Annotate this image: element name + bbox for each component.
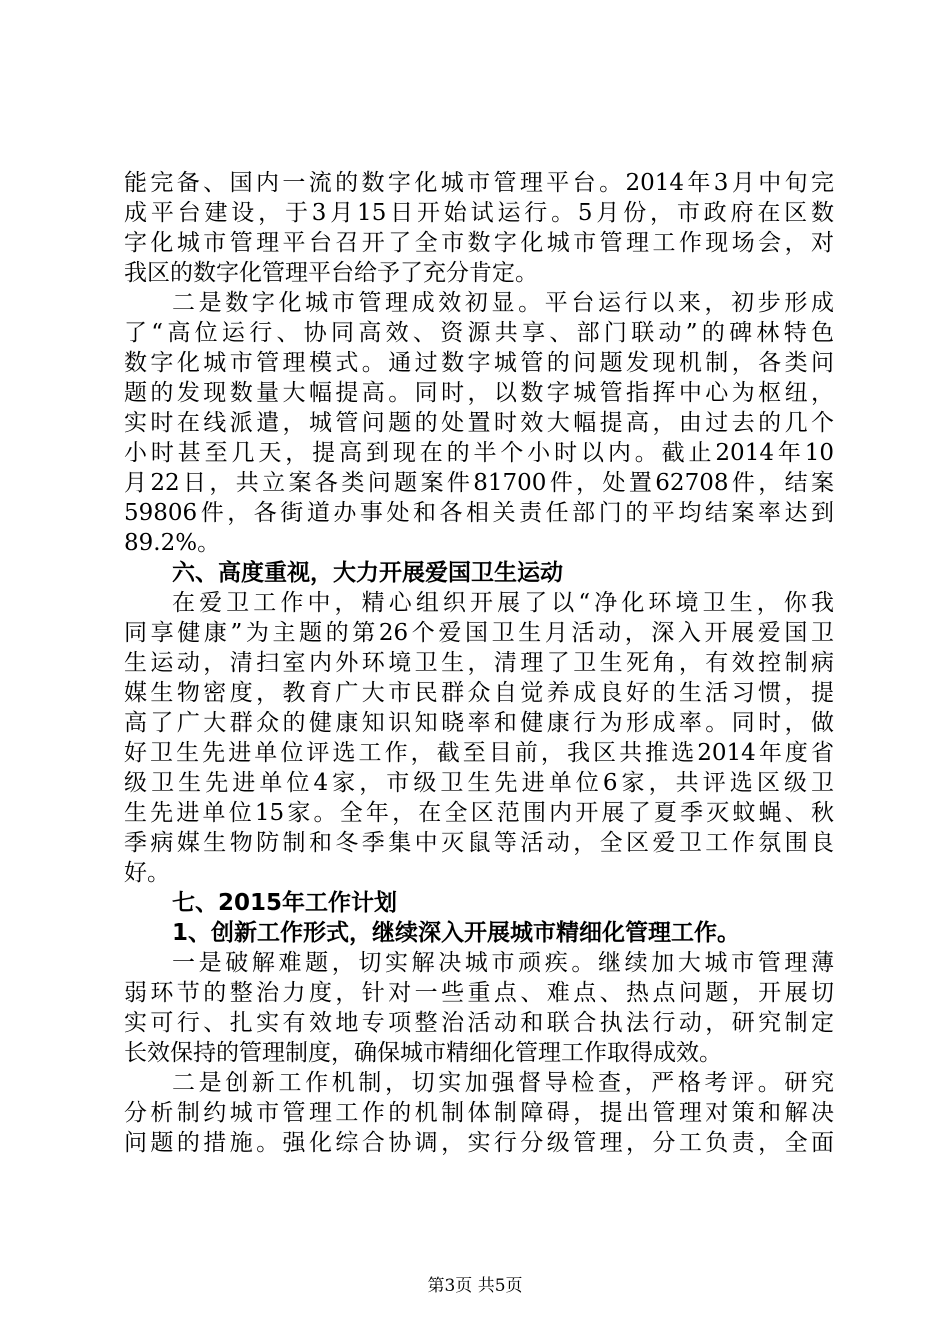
body-line: 媒生物密度，教育广大市民群众自觉养成良好的生活习惯，提 (124, 680, 834, 706)
page-footer: 第3页 共5页 (427, 1276, 523, 1296)
body-line: 长效保持的管理制度，确保城市精细化管理工作取得成效。 (124, 1040, 722, 1066)
body-line: 成平台建设，于3月15日开始试运行。5月份，市政府在区数 (124, 200, 834, 226)
body-line: 二是数字化城市管理成效初显。平台运行以来，初步形成 (172, 290, 834, 316)
body-line: 生运动，清扫室内外环境卫生，清理了卫生死角，有效控制病 (124, 650, 834, 676)
body-line: 月22日，共立案各类问题案件81700件，处置62708件，结案 (124, 470, 834, 496)
body-line: 高了广大群众的健康知识知晓率和健康行为形成率。同时，做 (124, 710, 834, 736)
body-line: 我区的数字化管理平台给予了充分肯定。 (124, 260, 538, 286)
body-line: 了“高位运行、协同高效、资源共享、部门联动”的碑林特色 (124, 320, 834, 346)
subsection-heading: 1、创新工作形式，继续深入开展城市精细化管理工作。 (172, 920, 741, 946)
body-line: 小时甚至几天，提高到现在的半个小时以内。截止2014年10 (124, 440, 834, 466)
body-line: 二是创新工作机制，切实加强督导检查，严格考评。研究 (172, 1070, 834, 1096)
body-line: 好。 (124, 860, 170, 886)
section-heading: 七、2015年工作计划 (172, 890, 398, 916)
body-line: 59806件，各街道办事处和各相关责任部门的平均结案率达到 (124, 500, 834, 526)
body-line: 同享健康”为主题的第26个爱国卫生月活动，深入开展爱国卫 (124, 620, 834, 646)
body-line: 季病媒生物防制和冬季集中灭鼠等活动，全区爱卫工作氛围良 (124, 830, 834, 856)
body-line: 生先进单位15家。全年，在全区范围内开展了夏季灭蚊蝇、秋 (124, 800, 834, 826)
body-line: 89.2%。 (124, 530, 221, 556)
body-line: 分析制约城市管理工作的机制体制障碍，提出管理对策和解决 (124, 1100, 834, 1126)
body-line: 级卫生先进单位4家，市级卫生先进单位6家，共评选区级卫 (124, 770, 834, 796)
body-line: 实时在线派遣，城管问题的处置时效大幅提高，由过去的几个 (124, 410, 834, 436)
body-line: 数字化城市管理模式。通过数字城管的问题发现机制，各类问 (124, 350, 834, 376)
body-line: 一是破解难题，切实解决城市顽疾。继续加大城市管理薄 (172, 950, 834, 976)
body-line: 问题的措施。强化综合协调，实行分级管理，分工负责，全面 (124, 1130, 834, 1156)
body-line: 题的发现数量大幅提高。同时，以数字城管指挥中心为枢纽， (124, 380, 834, 406)
body-line: 弱环节的整治力度，针对一些重点、难点、热点问题，开展切 (124, 980, 834, 1006)
body-line: 实可行、扎实有效地专项整治活动和联合执法行动，研究制定 (124, 1010, 834, 1036)
section-heading: 六、高度重视，大力开展爱国卫生运动 (172, 560, 563, 586)
body-line: 能完备、国内一流的数字化城市管理平台。2014年3月中旬完 (124, 170, 834, 196)
body-line: 字化城市管理平台召开了全市数字化城市管理工作现场会，对 (124, 230, 834, 256)
body-line: 在爱卫工作中，精心组织开展了以“净化环境卫生，你我 (172, 590, 834, 616)
body-line: 好卫生先进单位评选工作，截至目前，我区共推选2014年度省 (124, 740, 834, 766)
